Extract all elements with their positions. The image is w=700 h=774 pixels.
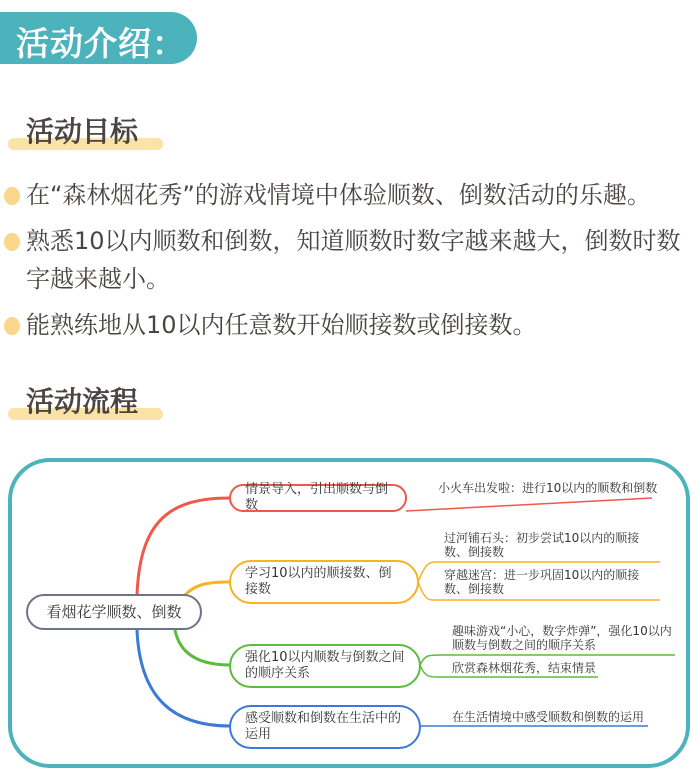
goals-heading-text: 活动目标 [26,115,139,148]
mindmap-leaf: 过河铺石头：初步尝试10以内的顺接数、倒接数 [444,531,640,559]
page-title: 活动介绍： [16,24,186,63]
mindmap-branch [229,484,407,512]
branch-label: 学习10以内的顺接数、倒接数 [245,566,392,597]
mindmap-root [26,594,202,630]
root-label: 看烟花学顺数、倒数 [46,603,182,621]
branch-label: 情景导入，引出顺数与倒数 [245,482,389,513]
branch-label: 强化10以内顺数与倒数之间的顺序关系 [245,650,405,681]
mindmap-branch [229,560,419,604]
goal-text: 在“森林烟花秀”的游戏情境中体验顺数、倒数活动的乐趣。 [26,181,651,209]
branch-label: 感受顺数和倒数在生活中的运用 [245,711,402,742]
mindmap-leaf: 欣赏森林烟花秀，结束情景 [452,661,597,675]
mindmap-leaf: 趣味游戏“小心，数字炸弹”，强化10以内顺数与倒数之间的顺序关系 [452,624,672,652]
mindmap-branch [229,705,421,749]
goal-text: 能熟练地从10以内任意数开始顺接数或倒接数。 [26,311,537,339]
mindmap-leaf: 穿越迷宫：进一步巩固10以内的顺接数、倒接数 [444,568,640,596]
mindmap-leaf: 在生活情境中感受顺数和倒数的运用 [452,710,645,724]
mindmap-leaf: 小火车出发啦：进行10以内的顺数和倒数 [438,481,658,495]
flow-heading-text: 活动流程 [26,385,139,418]
goal-text: 熟悉10以内顺数和倒数，知道顺数时数字越来越大，倒数时数字越来越小。 [26,227,681,293]
mindmap-branch [229,644,421,688]
